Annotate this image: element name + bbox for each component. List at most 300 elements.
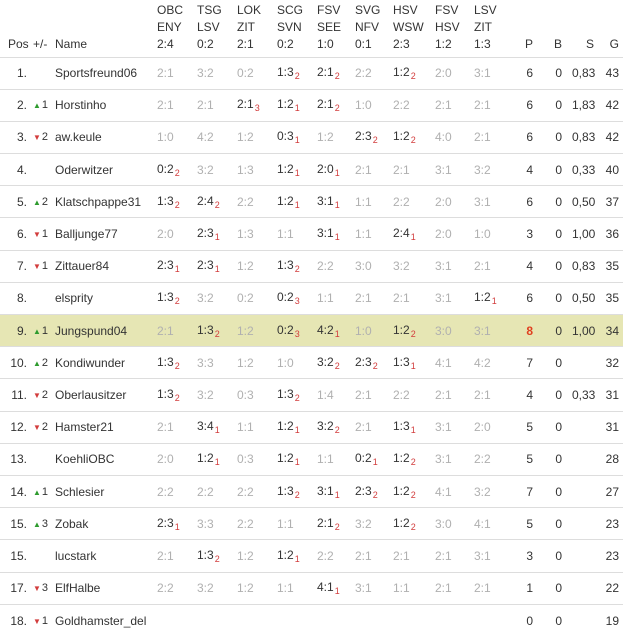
tip-score: 3:0 [435, 323, 452, 338]
tip-cell [435, 443, 474, 475]
bonus-cell: 0 [555, 227, 562, 242]
tip-cell [237, 475, 277, 507]
tip-cell [435, 250, 474, 282]
rank-cell: 3. [16, 130, 27, 145]
tip-score: 1:3 [277, 386, 294, 401]
tip-points: 1 [214, 264, 220, 275]
points-cell: 6 [526, 194, 533, 209]
average-cell: 1,00 [572, 323, 596, 338]
match-header[interactable] [317, 0, 355, 57]
rank-change [33, 89, 55, 121]
player-name[interactable]: Goldhamster_del [55, 613, 147, 628]
player-name[interactable]: Zittauer84 [55, 259, 110, 274]
points-cell: 7 [526, 355, 533, 370]
tip-score: 4:1 [474, 516, 491, 531]
tip-cell [474, 186, 518, 218]
tip-points: 2 [174, 392, 180, 403]
total-cell: 37 [605, 194, 619, 209]
rank-up-icon: ▲ [33, 101, 41, 111]
pos-header[interactable]: Pos [8, 36, 29, 51]
average-cell: 0,33 [572, 387, 596, 402]
total-cell: 23 [605, 548, 619, 563]
points-cell: 8 [526, 323, 533, 338]
tip-cell [393, 57, 435, 89]
tip-points: 2 [410, 457, 416, 468]
tip-score: 1:2 [474, 290, 491, 305]
average-cell: 0,83 [572, 259, 596, 274]
tip-points: 1 [410, 232, 416, 243]
total-header[interactable]: G [609, 36, 619, 51]
table-row[interactable] [0, 218, 623, 250]
tip-cell [393, 154, 435, 186]
average-cell [572, 347, 604, 379]
rank-cell: 8. [16, 291, 27, 306]
player-name[interactable]: Sportsfreund06 [55, 66, 138, 81]
tip-score: 1:1 [277, 516, 294, 531]
tip-cell [237, 508, 277, 540]
tip-cell [157, 540, 197, 572]
tip-score: 1:2 [237, 130, 254, 145]
tip-cell [355, 218, 393, 250]
player-name[interactable]: elsprity [55, 291, 94, 306]
tip-points: 1 [410, 425, 416, 436]
tip-cell [237, 250, 277, 282]
tip-score: 4:2 [317, 322, 334, 337]
tip-cell [393, 379, 435, 411]
tip-cell [237, 411, 277, 443]
match-result: 0:2 [277, 36, 294, 51]
tip-cell [474, 218, 518, 250]
tip-cell [277, 315, 317, 347]
table-row[interactable] [0, 572, 623, 604]
points-cell: 5 [526, 516, 533, 531]
match-header[interactable] [393, 0, 435, 57]
tip-cell [277, 250, 317, 282]
tip-points: 2 [174, 296, 180, 307]
tip-score: 1:3 [393, 419, 410, 434]
tip-score: 2:2 [237, 516, 254, 531]
bonus-cell: 0 [555, 420, 562, 435]
tip-cell [355, 475, 393, 507]
tip-cell [355, 540, 393, 572]
tip-cell [435, 154, 474, 186]
tip-cell [197, 347, 237, 379]
tip-cell [157, 315, 197, 347]
total-cell: 23 [605, 516, 619, 531]
tip-score: 2:2 [355, 66, 372, 81]
match-result: 0:1 [355, 36, 372, 51]
tip-cell [157, 508, 197, 540]
table-row[interactable] [0, 154, 623, 186]
tip-score: 2:1 [317, 515, 334, 530]
match-result: 2:3 [393, 36, 410, 51]
table-row[interactable] [0, 443, 623, 475]
match-result: 1:3 [474, 36, 491, 51]
tip-cell [317, 250, 355, 282]
total-cell: 42 [605, 130, 619, 145]
tip-score: 2:1 [435, 581, 452, 596]
tip-score: 3:1 [474, 194, 491, 209]
table-row[interactable] [0, 411, 623, 443]
points-cell: 6 [526, 98, 533, 113]
tip-score: 4:1 [435, 484, 452, 499]
player-name[interactable]: KoehliOBC [55, 452, 115, 467]
tip-points: 1 [372, 457, 378, 468]
tip-score: 1:3 [277, 65, 294, 80]
tip-score: 1:2 [237, 548, 254, 563]
player-name[interactable]: Klatschpappe31 [55, 194, 142, 209]
rank-change-value: 3 [41, 517, 49, 530]
tip-cell [393, 250, 435, 282]
tip-cell [237, 347, 277, 379]
points-cell: 0 [526, 613, 533, 628]
tip-points: 1 [174, 264, 180, 275]
tip-score: 2:1 [237, 97, 254, 112]
tip-score: 4:0 [435, 130, 452, 145]
tip-cell [435, 315, 474, 347]
tip-points: 2 [214, 328, 220, 339]
table-row[interactable] [0, 282, 623, 314]
tip-score: 3:2 [197, 387, 214, 402]
tip-score: 2:2 [393, 98, 410, 113]
table-row[interactable] [0, 347, 623, 379]
tip-score: 3:1 [317, 483, 334, 498]
player-name[interactable]: ElfHalbe [55, 581, 101, 596]
tip-cell [237, 604, 277, 636]
tip-score: 3:1 [474, 66, 491, 81]
table-row[interactable] [0, 57, 623, 89]
match-header[interactable] [277, 0, 317, 57]
tip-score: 1:1 [393, 581, 410, 596]
rank-cell: 13. [10, 452, 27, 467]
tip-score: 1:0 [474, 227, 491, 242]
rank-change-value: 3 [41, 582, 49, 595]
total-cell: 35 [605, 291, 619, 306]
bonus-cell: 0 [555, 259, 562, 274]
match-header[interactable] [237, 0, 277, 57]
tip-score: 2:1 [393, 291, 410, 306]
table-row[interactable] [0, 475, 623, 507]
table-row[interactable] [0, 315, 623, 347]
tip-cell [277, 475, 317, 507]
rank-down-icon: ▼ [33, 423, 41, 433]
tip-points: 2 [410, 489, 416, 500]
tip-cell [197, 540, 237, 572]
table-row[interactable] [0, 604, 623, 636]
rank-change [33, 121, 55, 153]
tip-points: 2 [214, 199, 220, 210]
tip-cell [157, 154, 197, 186]
tip-score: 2:1 [474, 98, 491, 113]
table-row[interactable] [0, 89, 623, 121]
tip-points: 1 [214, 425, 220, 436]
bonus-cell: 0 [555, 194, 562, 209]
average-cell: 1,00 [572, 227, 596, 242]
tip-cell [474, 250, 518, 282]
tip-score: 1:1 [237, 420, 254, 435]
match-header[interactable] [355, 0, 393, 57]
tip-score: 2:3 [157, 258, 174, 273]
tip-cell [197, 508, 237, 540]
tip-cell [355, 572, 393, 604]
points-cell: 3 [526, 227, 533, 242]
tip-cell [197, 250, 237, 282]
tip-cell [355, 411, 393, 443]
rank-down-icon: ▼ [33, 230, 41, 240]
rank-change [33, 604, 55, 636]
tip-score: 1:2 [393, 483, 410, 498]
tip-cell [197, 572, 237, 604]
tip-cell [355, 604, 393, 636]
tip-cell [157, 186, 197, 218]
total-cell: 27 [605, 484, 619, 499]
tip-score: 3:2 [355, 516, 372, 531]
tip-cell [317, 604, 355, 636]
tip-points: 1 [334, 167, 340, 178]
table-row[interactable] [0, 250, 623, 282]
match-header[interactable] [474, 0, 518, 57]
tip-score: 3:0 [435, 516, 452, 531]
tip-cell [197, 89, 237, 121]
tip-score: 3:1 [435, 420, 452, 435]
tip-cell [355, 57, 393, 89]
total-cell: 35 [605, 259, 619, 274]
tip-score: 1:2 [277, 97, 294, 112]
table-row[interactable] [0, 508, 623, 540]
player-name[interactable]: Zobak [55, 516, 89, 531]
tip-score: 1:2 [237, 581, 254, 596]
tip-cell [157, 443, 197, 475]
match-header[interactable] [157, 0, 197, 57]
rank-cell: 18. [10, 613, 27, 628]
tip-points: 1 [294, 135, 300, 146]
tip-score: 1:3 [157, 193, 174, 208]
bonus-cell: 0 [555, 323, 562, 338]
tip-cell [317, 57, 355, 89]
tip-cell [393, 604, 435, 636]
tip-score: 3:1 [435, 162, 452, 177]
tip-cell [237, 218, 277, 250]
player-name[interactable]: Jungspund04 [55, 323, 128, 338]
tip-cell [435, 540, 474, 572]
player-name[interactable]: Oderwitzer [55, 162, 114, 177]
tip-points: 2 [410, 71, 416, 82]
tip-cell [277, 443, 317, 475]
total-cell: 19 [605, 613, 619, 628]
rank-change [33, 250, 55, 282]
tip-score: 1:0 [277, 355, 294, 370]
tip-score: 4:1 [435, 355, 452, 370]
tip-points: 1 [491, 296, 497, 307]
rank-change-value: 1 [41, 614, 49, 627]
rank-change-value: 2 [41, 388, 49, 401]
match-away: WSW [393, 19, 424, 34]
match-header[interactable] [435, 0, 474, 57]
total-cell: 31 [605, 420, 619, 435]
player-name[interactable]: Hamster21 [55, 420, 114, 435]
rank-cell: 10. [10, 355, 27, 370]
tip-score: 2:0 [474, 420, 491, 435]
tip-score: 2:2 [474, 452, 491, 467]
tip-cell [197, 604, 237, 636]
average-cell: 1,83 [572, 98, 596, 113]
tip-cell [355, 508, 393, 540]
total-cell: 22 [605, 581, 619, 596]
table-row[interactable] [0, 186, 623, 218]
tip-score: 1:4 [317, 387, 334, 402]
tip-cell [317, 411, 355, 443]
tip-cell [277, 508, 317, 540]
average-cell: 0,50 [572, 194, 596, 209]
tip-score: 2:1 [393, 162, 410, 177]
tip-points: 1 [334, 586, 340, 597]
tip-score: 1:2 [277, 547, 294, 562]
rank-change [33, 443, 55, 475]
rank-down-icon: ▼ [33, 616, 41, 626]
tip-cell [474, 121, 518, 153]
tip-score: 2:0 [317, 161, 334, 176]
bonus-cell: 0 [555, 548, 562, 563]
tip-cell [157, 218, 197, 250]
tip-cell [474, 540, 518, 572]
tip-points: 2 [372, 135, 378, 146]
points-cell: 4 [526, 162, 533, 177]
tip-cell [317, 508, 355, 540]
tip-cell [317, 218, 355, 250]
header-row [0, 0, 623, 57]
tip-cell [393, 347, 435, 379]
average-cell [572, 411, 604, 443]
tip-score: 1:2 [393, 322, 410, 337]
tip-score: 2:1 [435, 387, 452, 402]
player-name[interactable]: Horstinho [55, 98, 107, 113]
tip-score: 2:2 [157, 484, 174, 499]
tip-points: 1 [214, 457, 220, 468]
standings-body [0, 57, 623, 636]
tip-points: 2 [294, 71, 300, 82]
player-name[interactable]: Kondiwunder [55, 355, 126, 370]
rank-change [33, 379, 55, 411]
match-header[interactable] [197, 0, 237, 57]
tip-score: 3:1 [435, 259, 452, 274]
player-name[interactable]: Balljunge77 [55, 227, 118, 242]
match-result: 1:0 [317, 36, 334, 51]
tip-score: 2:0 [435, 66, 452, 81]
rank-change-value: 2 [41, 356, 49, 369]
tip-cell [277, 186, 317, 218]
rank-cell: 5. [16, 194, 27, 209]
bonus-cell: 0 [555, 484, 562, 499]
rank-change [33, 154, 55, 186]
tip-cell [393, 218, 435, 250]
rank-down-icon: ▼ [33, 390, 41, 400]
average-header[interactable]: S [585, 36, 594, 51]
tip-points: 1 [174, 521, 180, 532]
tip-score: 2:0 [157, 227, 174, 242]
tip-score: 2:1 [474, 581, 491, 596]
tip-score: 1:3 [157, 386, 174, 401]
tip-cell [435, 186, 474, 218]
tip-score: 3:1 [474, 548, 491, 563]
average-cell [572, 443, 604, 475]
tip-cell [435, 379, 474, 411]
rank-change [33, 57, 55, 89]
total-cell: 43 [605, 66, 619, 81]
name-header[interactable]: Name [55, 36, 88, 51]
tip-cell [197, 121, 237, 153]
rank-change-value: 2 [41, 131, 49, 144]
tip-score: 1:2 [277, 451, 294, 466]
tip-cell [435, 411, 474, 443]
tip-score: 1:3 [237, 227, 254, 242]
change-header[interactable]: +/- [33, 36, 48, 51]
tip-cell [435, 475, 474, 507]
player-name[interactable]: Oberlausitzer [55, 387, 127, 402]
tip-cell [277, 89, 317, 121]
tip-score: 4:2 [197, 130, 214, 145]
tip-cell [474, 443, 518, 475]
table-row[interactable] [0, 121, 623, 153]
tip-score: 2:1 [435, 548, 452, 563]
tip-points: 1 [294, 425, 300, 436]
rank-change-value: 1 [41, 99, 49, 112]
rank-up-icon: ▲ [33, 326, 41, 336]
player-name[interactable]: lucstark [55, 548, 97, 563]
points-header[interactable]: P [524, 36, 533, 51]
tip-cell [157, 250, 197, 282]
tip-cell [277, 121, 317, 153]
tip-cell [317, 379, 355, 411]
tip-cell [393, 443, 435, 475]
tip-cell [237, 57, 277, 89]
tip-cell [197, 218, 237, 250]
table-row[interactable] [0, 540, 623, 572]
tip-score: 3:2 [197, 581, 214, 596]
tip-points: 2 [410, 135, 416, 146]
tip-score: 0:2 [277, 290, 294, 305]
tip-cell [393, 508, 435, 540]
tip-cell [157, 347, 197, 379]
tip-cell [317, 282, 355, 314]
tip-cell [197, 443, 237, 475]
tip-score: 3:2 [317, 354, 334, 369]
tip-points: 1 [410, 360, 416, 371]
tip-score: 1:1 [277, 581, 294, 596]
tip-cell [474, 379, 518, 411]
player-name[interactable]: Schlesier [55, 484, 105, 499]
tip-score: 1:1 [317, 452, 334, 467]
rank-change-value: 1 [41, 324, 49, 337]
tip-cell [157, 604, 197, 636]
tip-cell [435, 89, 474, 121]
tip-cell [355, 121, 393, 153]
tip-cell [237, 379, 277, 411]
tip-cell [317, 186, 355, 218]
player-name[interactable]: aw.keule [55, 130, 102, 145]
tip-score: 0:2 [237, 291, 254, 306]
tip-score: 3:3 [197, 516, 214, 531]
table-row[interactable] [0, 379, 623, 411]
bonus-header[interactable]: B [553, 36, 562, 51]
tip-cell [355, 347, 393, 379]
tip-cell [157, 475, 197, 507]
tip-cell [435, 508, 474, 540]
tip-cell [157, 121, 197, 153]
tip-cell [474, 572, 518, 604]
tip-score: 3:1 [317, 226, 334, 241]
rank-up-icon: ▲ [33, 197, 41, 207]
tip-cell [277, 347, 317, 379]
